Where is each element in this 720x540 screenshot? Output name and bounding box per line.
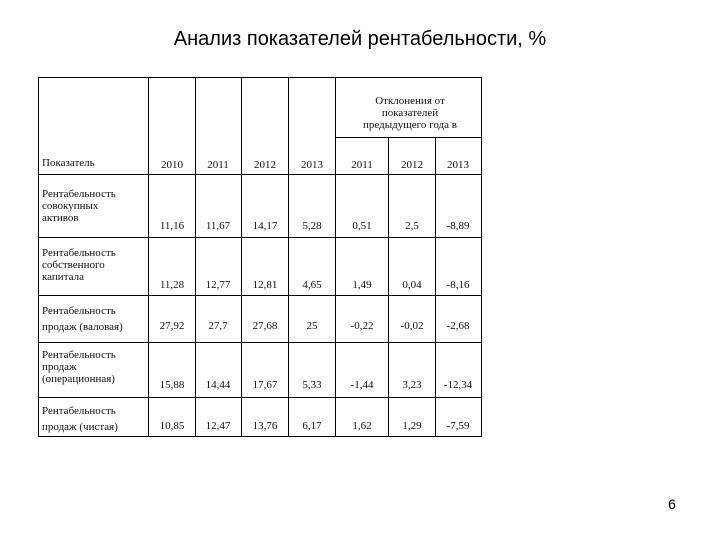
- table-cell: 3,23: [402, 379, 422, 391]
- table-left-border: [38, 77, 39, 437]
- row-label-line: Рентабельность: [42, 305, 116, 317]
- table-right-border: [481, 77, 482, 437]
- table-cell: 15,88: [159, 379, 185, 391]
- table-cell: 2,5: [405, 220, 419, 232]
- table-cell: -8,89: [446, 220, 470, 232]
- deviation-header: [338, 95, 482, 131]
- row-label-total-assets: [42, 188, 147, 224]
- row-label-net-sales: [42, 405, 147, 433]
- table-cell: 11,67: [205, 220, 231, 232]
- year-header-2011: 2011: [207, 159, 229, 171]
- table-bottom-border: [38, 436, 482, 437]
- table-cell: 12,77: [205, 279, 231, 291]
- row-label-line: Рентабельность: [42, 405, 116, 417]
- deviation-header-line: предыдущего года в: [363, 119, 457, 131]
- row-label-line: совокупных: [42, 200, 99, 212]
- table-cell: 11,28: [159, 279, 185, 291]
- table-cell: 1,29: [402, 420, 422, 432]
- table-cell: -1,44: [350, 379, 374, 391]
- table-cell: 11,16: [159, 220, 185, 232]
- table-cell: 5,28: [302, 220, 322, 232]
- column-divider: [335, 77, 336, 437]
- row-divider: [38, 295, 482, 296]
- table-cell: 27,68: [252, 320, 278, 332]
- table-top-border: [38, 77, 482, 78]
- indicator-column-header: Показатель: [42, 157, 95, 169]
- table-cell: 6,17: [302, 420, 322, 432]
- table-cell: -0,22: [350, 320, 374, 332]
- table-cell: -12,34: [443, 379, 473, 391]
- table-cell: -7,59: [446, 420, 470, 432]
- deviation-year-header-2011: 2011: [351, 159, 373, 171]
- page-number: 6: [668, 496, 676, 512]
- row-label-line: собственного: [42, 259, 105, 271]
- table-cell: 14,17: [252, 220, 278, 232]
- profitability-table: [38, 77, 482, 437]
- row-label-line: Рентабельность: [42, 247, 116, 259]
- deviation-year-header-2013: 2013: [447, 159, 469, 171]
- row-divider: [38, 237, 482, 238]
- row-label-line: продаж (чистая): [42, 421, 118, 433]
- table-cell: 27,92: [159, 320, 185, 332]
- year-header-2010: 2010: [161, 159, 183, 171]
- slide-title: Анализ показателей рентабельности, %: [173, 28, 547, 50]
- row-label-line: продаж: [42, 361, 77, 373]
- year-header-2012: 2012: [254, 159, 276, 171]
- row-label-line: Рентабельность: [42, 349, 116, 361]
- row-label-equity: [42, 247, 147, 283]
- table-cell: 14,44: [205, 379, 231, 391]
- year-header-2013: 2013: [301, 159, 323, 171]
- row-divider: [38, 342, 482, 343]
- table-cell: 1,62: [352, 420, 372, 432]
- row-label-line: (операционная): [42, 373, 115, 385]
- row-divider: [38, 397, 482, 398]
- row-divider: [38, 174, 482, 175]
- row-label-line: продаж (валовая): [42, 321, 123, 333]
- table-cell: 13,76: [252, 420, 278, 432]
- row-label-line: Рентабельность: [42, 188, 116, 200]
- table-cell: 0,51: [352, 220, 372, 232]
- table-cell: 1,49: [352, 279, 372, 291]
- table-cell: 0,04: [402, 279, 422, 291]
- deviation-header-line: Отклонения от: [375, 95, 445, 107]
- table-cell: 12,47: [205, 420, 231, 432]
- table-cell: 17,67: [252, 379, 278, 391]
- row-label-operating-sales: [42, 349, 147, 385]
- table-cell: 27,7: [208, 320, 228, 332]
- table-cell: 4,65: [302, 279, 322, 291]
- row-label-gross-sales: [42, 305, 147, 333]
- table-cell: 5,33: [302, 379, 322, 391]
- table-cell: 10,85: [159, 420, 185, 432]
- table-cell: -2,68: [446, 320, 470, 332]
- deviation-header-divider: [335, 137, 482, 138]
- table-cell: 25: [306, 320, 318, 332]
- deviation-header-line: показателей: [381, 107, 439, 119]
- row-label-line: активов: [42, 212, 79, 224]
- deviation-year-header-2012: 2012: [401, 159, 423, 171]
- row-label-line: капитала: [42, 271, 84, 283]
- table-cell: 12,81: [252, 279, 278, 291]
- table-cell: -8,16: [446, 279, 470, 291]
- table-cell: -0,02: [400, 320, 424, 332]
